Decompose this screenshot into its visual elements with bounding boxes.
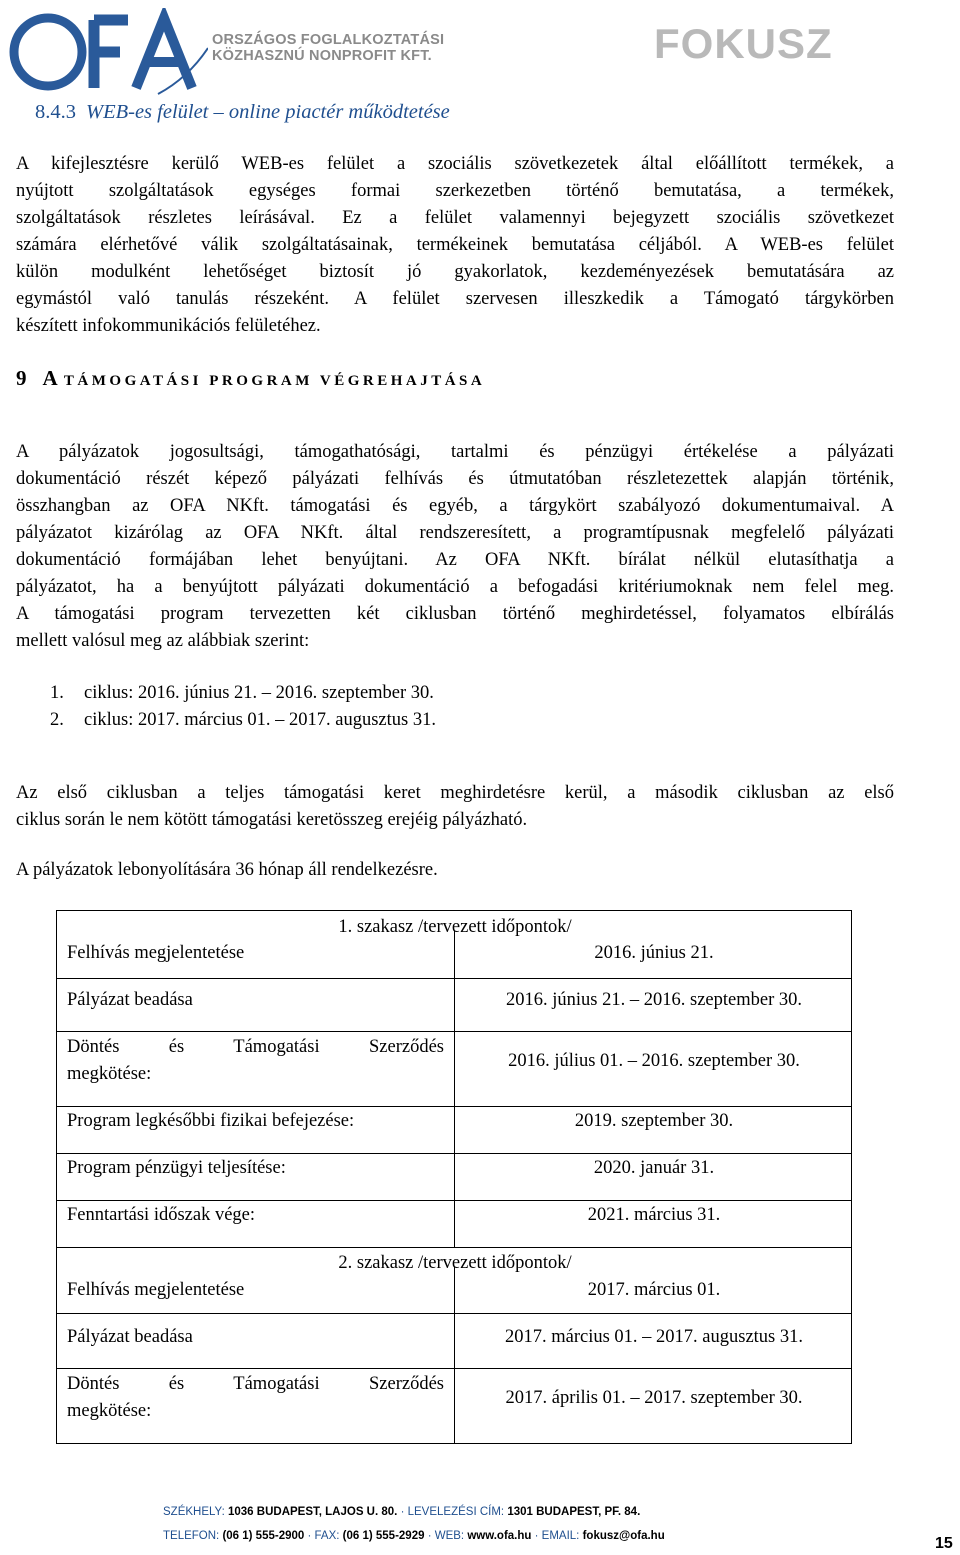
text-line: szolgáltatások részletes leírásával. Ez a felület valamennyi bejegyzett szociális szövetkezet bbox=[16, 208, 894, 228]
row-label-line1: Döntés és Támogatási Szerződés bbox=[67, 1037, 444, 1057]
row-value: 2016. július 01. – 2016. szeptember 30. bbox=[508, 1051, 800, 1071]
text-line: pályázatot, ha a benyújtott pályázati dokumentáció a befogadási kritériumoknak nem felel meg. bbox=[16, 577, 894, 597]
row-label-line1: Döntés és Támogatási Szerződés bbox=[67, 1374, 444, 1394]
page-number: 15 bbox=[935, 1535, 953, 1552]
paragraph-evaluation bbox=[16, 439, 894, 655]
org-name-line1: ORSZÁGOS FOGLALKOZTATÁSI bbox=[212, 32, 445, 48]
row-label-line2: megkötése: bbox=[67, 1064, 152, 1084]
text-line: dokumentáció részét képező pályázati felhívás és útmutatóban részletezettek alapján történik, bbox=[16, 469, 894, 489]
phase2-title: 2. szakasz /tervezett időpontok/ bbox=[338, 1253, 572, 1273]
organization-name bbox=[212, 32, 445, 64]
fokusz-logo bbox=[654, 20, 864, 70]
seat-value: 1036 BUDAPEST, LAJOS U. 80. bbox=[228, 1506, 398, 1518]
text-line: A kifejlesztésre kerülő WEB-es felület a szociális szövetkezetek által előállított termékek, a bbox=[16, 154, 894, 174]
row-label bbox=[67, 1371, 444, 1425]
list-number: 1. bbox=[50, 683, 64, 703]
email-label: EMAIL: bbox=[541, 1530, 580, 1542]
row-value: 2016. június 21. bbox=[594, 943, 714, 963]
page-header bbox=[0, 0, 960, 100]
email-link[interactable]: fokusz@ofa.hu bbox=[582, 1530, 665, 1542]
text-line: egymástól való tanulás részeként. A felület szervesen illeszkedik a Támogató tárgykörben bbox=[16, 289, 894, 309]
chapter-heading-9 bbox=[16, 366, 485, 391]
row-label: Pályázat beadása bbox=[67, 990, 193, 1010]
row-value: 2017. április 01. – 2017. szeptember 30. bbox=[505, 1388, 803, 1408]
section-title: WEB-es felület – online piactér működtetése bbox=[86, 101, 450, 123]
cycle-list bbox=[50, 680, 436, 734]
table-rule-vertical bbox=[454, 931, 455, 1247]
text-line: készített infokommunikációs felületéhez. bbox=[16, 316, 321, 336]
row-value: 2017. március 01. – 2017. augusztus 31. bbox=[504, 1327, 804, 1347]
web-link[interactable]: www.ofa.hu bbox=[467, 1530, 532, 1542]
text-line: összhangban az OFA NKft. támogatási és egyéb, a tárgykört szabályozó dokumentumaival. A bbox=[16, 496, 894, 516]
row-label: Felhívás megjelentetése bbox=[67, 943, 245, 963]
schedule-table bbox=[56, 910, 852, 1444]
fax-value: (06 1) 555-2929 bbox=[342, 1530, 425, 1542]
list-item bbox=[50, 680, 436, 707]
row-label-line2: megkötése: bbox=[67, 1401, 152, 1421]
text-line: A támogatási program tervezetten két ciklusban történő meghirdetéssel, folyamatos elbírálás bbox=[16, 604, 894, 624]
footer-contact-line: TELEFON: (06 1) 555-2900 · FAX: (06 1) 555-2929 · WEB: www.ofa.hu · EMAIL: fokusz@ofa.hu bbox=[163, 1530, 665, 1542]
row-label: Program legkésőbbi fizikai befejezése: bbox=[67, 1111, 355, 1131]
text-line: mellett valósul meg az alábbiak szerint: bbox=[16, 631, 310, 651]
list-number: 2. bbox=[50, 710, 64, 730]
row-label: Program pénzügyi teljesítése: bbox=[67, 1158, 286, 1178]
text-line: dokumentáció formájában lehet benyújtani. Az OFA NKft. bírálat nélkül elutasíthatja a bbox=[16, 550, 894, 570]
row-label: Felhívás megjelentetése bbox=[67, 1280, 245, 1300]
table-rule bbox=[57, 1247, 851, 1248]
row-value: 2021. március 31. bbox=[587, 1205, 721, 1225]
chapter-number: 9 bbox=[16, 366, 27, 390]
web-label: WEB: bbox=[434, 1530, 465, 1542]
chapter-first-letter: A bbox=[42, 366, 59, 390]
paragraph-cycles bbox=[16, 780, 894, 834]
phone-label: TELEFON: bbox=[163, 1530, 220, 1542]
paragraph-duration bbox=[16, 857, 894, 884]
row-label bbox=[67, 1034, 444, 1088]
row-value: 2020. január 31. bbox=[593, 1158, 715, 1178]
text-line: nyújtott szolgáltatások egységes formai szerkezetben történő bemutatása, a termékek, bbox=[16, 181, 894, 201]
chapter-title: TÁMOGATÁSI PROGRAM VÉGREHAJTÁSA bbox=[63, 373, 486, 389]
text-line: külön modulként lehetőséget biztosít jó gyakorlatok, kezdeményezések bemutatására az bbox=[16, 262, 894, 282]
list-item bbox=[50, 707, 436, 734]
phone-value: (06 1) 555-2900 bbox=[222, 1530, 305, 1542]
fokusz-logo-text: FOKUSZ bbox=[654, 20, 833, 67]
text-line: A pályázatok lebonyolítására 36 hónap áll rendelkezésre. bbox=[16, 860, 438, 880]
section-number: 8.4.3 bbox=[35, 101, 76, 123]
text-line: A pályázatok jogosultsági, támogathatósági, tartalmi és pénzügyi értékelése a pályázati bbox=[16, 442, 894, 462]
phase1-title: 1. szakasz /tervezett időpontok/ bbox=[338, 917, 572, 937]
row-value: 2019. szeptember 30. bbox=[574, 1111, 734, 1131]
text-line: ciklus során le nem kötött támogatási keretösszeg erejéig pályázható. bbox=[16, 810, 528, 830]
section-heading-8-4-3 bbox=[35, 101, 450, 124]
list-text: ciklus: 2016. június 21. – 2016. szeptember 30. bbox=[84, 683, 434, 703]
ofa-logo bbox=[8, 8, 208, 96]
mail-value: 1301 BUDAPEST, PF. 84. bbox=[507, 1506, 641, 1518]
footer-address-line: SZÉKHELY: 1036 BUDAPEST, LAJOS U. 80. · LEVELEZÉSI CÍM: 1301 BUDAPEST, PF. 84. bbox=[163, 1506, 641, 1518]
paragraph-web-interface bbox=[16, 151, 894, 340]
seat-label: SZÉKHELY: bbox=[163, 1506, 225, 1518]
row-value: 2016. június 21. – 2016. szeptember 30. bbox=[506, 990, 802, 1010]
text-line: Az első ciklusban a teljes támogatási keret meghirdetésre kerül, a második ciklusban az első bbox=[16, 783, 894, 803]
row-value: 2017. március 01. bbox=[587, 1280, 721, 1300]
row-label: Pályázat beadása bbox=[67, 1327, 193, 1347]
mail-label: LEVELEZÉSI CÍM: bbox=[407, 1506, 505, 1518]
row-label: Fenntartási időszak vége: bbox=[67, 1205, 256, 1225]
list-text: ciklus: 2017. március 01. – 2017. augusztus 31. bbox=[84, 710, 436, 730]
text-line: pályázatot kizárólag az OFA NKft. által rendszeresített, a programtípusnak megfelelő pályázati bbox=[16, 523, 894, 543]
text-line: számára elérhetővé válik szolgáltatásainak, termékeinek bemutatása céljából. A WEB-es felület bbox=[16, 235, 894, 255]
fax-label: FAX: bbox=[314, 1530, 340, 1542]
org-name-line2: KÖZHASZNÚ NONPROFIT KFT. bbox=[212, 48, 432, 64]
